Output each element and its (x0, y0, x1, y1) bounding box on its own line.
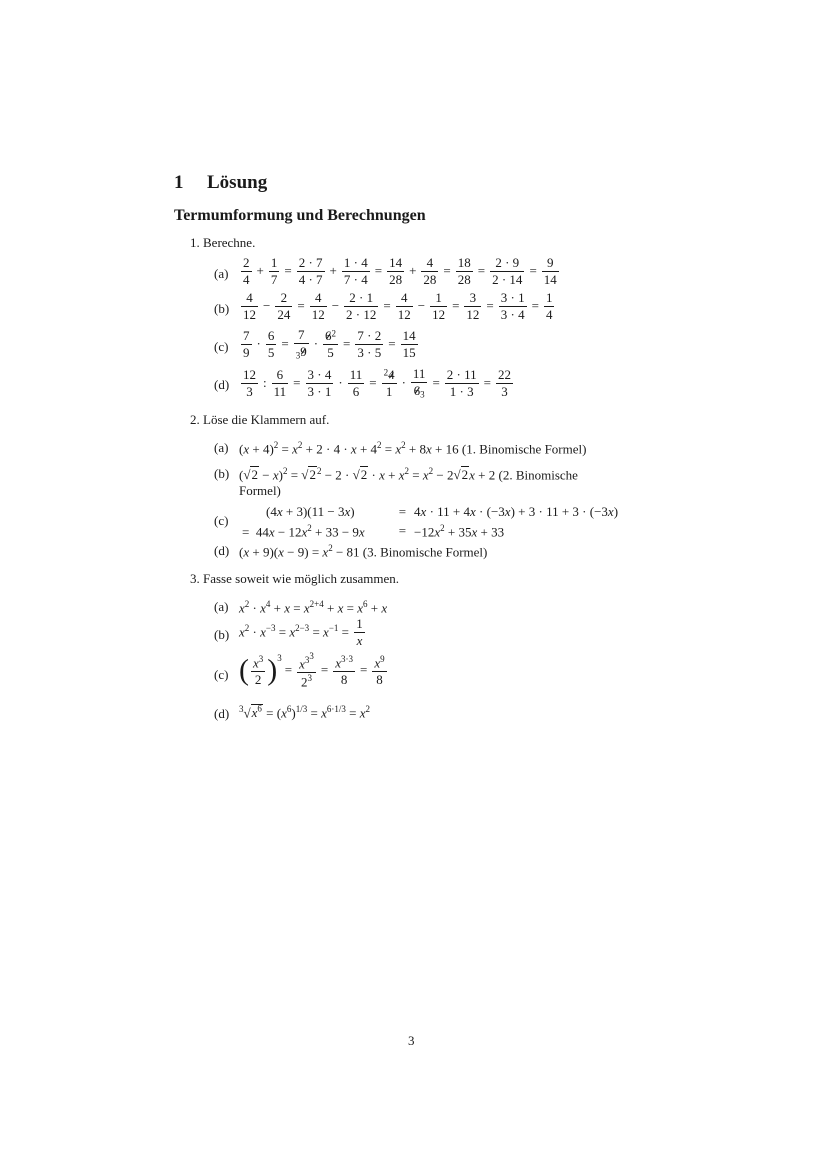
task-2a-note: (1. Binomische Formel) (461, 441, 587, 457)
task-1-text: Berechne. (203, 235, 256, 250)
task-2-text: Löse die Klammern auf. (203, 412, 330, 427)
task-1d-formula: $\frac{12}{3}$ : $\frac{6}{11}$ = $\frac{3 \cdot 4}{3 \cdot 1}$ · $\frac{11}{6}$ = $\frac{^24}{1}$ · $\frac{11}{6_3}$ = $\frac{2 \cdot 11}{1 \cdot 3}$ = $\frac{22}{3}$ (243, 366, 511, 400)
task-1b-formula: $\frac{4}{12}$ − $\frac{2}{24}$ = $\frac{4}{12}$ − $\frac{2 \cdot 1}{2 \cdot 12}$ = $\frac{4}{12}$ − $\frac{1}{12}$ = $\frac{3}{12}$ = $\frac{3 \cdot 1}{3 \cdot 4}$ = $\frac{1}{4}$ (243, 290, 553, 322)
task-3d-label: (d) (214, 706, 230, 721)
task-2a-label: (a) (214, 440, 229, 455)
task-1-number: 1. (190, 235, 200, 250)
task-2 (190, 412, 329, 428)
task-3c-formula: ( $\frac{x^3}{2}$ )$^3$= $\frac{x^{3^3}}{2^3}$ = $\frac{x^{3\cdot 3}}{8}$ = $\frac{x^9}{8}$ (239, 651, 385, 690)
task-3d-formula: $^3√x^6 = (x^6)^{1/3} = x^{6\cdot 1/3} = x^2$ (239, 704, 370, 721)
section-title: Lösung (207, 172, 268, 193)
task-2d-label: (d) (214, 543, 230, 558)
task-2c-formula: (4x + 3)(11 − 3x) = 4x · 11 + 4x · (−3x) + 3 · 11 + 3 · (−3x) = $44x - 12x^2 + 33 - 9x$ = $-12x^2 + 35x + 33$ (242, 504, 619, 540)
task-1a-label: (a) (214, 266, 229, 281)
task-1c-formula: $\frac{7}{9}$ · $\frac{6}{5}$ = $\frac{7}{_39}$ · $\frac{6^2}{5}$ = $\frac{7 \cdot 2}{3 \cdot 5}$ = $\frac{14}{15}$ (243, 327, 416, 361)
task-2-number: 2. (190, 412, 200, 427)
task-2b-label: (b) (214, 466, 230, 481)
task-3b-label: (b) (214, 627, 230, 642)
task-1a-formula: $\frac{2}{4}$ + $\frac{1}{7}$ = $\frac{2 \cdot 7}{4 \cdot 7}$ + $\frac{1 \cdot 4}{7 \cdot 4}$ = $\frac{14}{28}$ + $\frac{4}{28}$ = $\frac{18}{28}$ = $\frac{2 \cdot 9}{2 \cdot 14}$ = $\frac{9}{14}$ (243, 255, 557, 287)
task-3b-formula: $x^2 \cdot x^{-3} = x^{2-3} = x^{-1}$ = $\frac{1}{x}$ (239, 616, 363, 648)
task-2b-note-continued: Formel) (239, 483, 281, 498)
task-2b-note: (2. Binomische (498, 467, 578, 483)
section-heading (174, 172, 267, 194)
task-1b-label: (b) (214, 301, 230, 316)
task-3c-label: (c) (214, 667, 229, 682)
task-2a-formula: $(x + 4)^2 = x^2 + 2 \cdot 4 \cdot x + 4^2 = x^2 + 8x + 16$ (1. Binomische Formel) (239, 440, 587, 457)
task-2d-note: (3. Binomische Formel) (362, 544, 488, 560)
task-3a-formula: $x^2 \cdot x^4 + x = x^{2+4} + x = x^6 + x$ (239, 599, 388, 616)
subsection-heading: Termumformung und Berechnungen (174, 207, 426, 224)
task-2c-label: (c) (214, 513, 229, 528)
task-2b-formula: $(√2 - x)^2 = √2^2 - 2 \cdot √2 \cdot x + x^2 = x^2 - 2√2x + 2$ (2. Binomische (239, 466, 578, 483)
task-2d-formula: $(x + 9)(x - 9) = x^2 - 81$ (3. Binomische Formel) (239, 543, 488, 560)
task-3-number: 3. (190, 571, 200, 586)
task-1d-label: (d) (214, 377, 230, 392)
page-number: 3 (408, 1033, 415, 1048)
task-1c-label: (c) (214, 339, 229, 354)
section-number: 1 (174, 172, 184, 193)
task-3 (190, 571, 399, 587)
task-3a-label: (a) (214, 599, 229, 614)
task-3-text: Fasse soweit wie möglich zusammen. (203, 571, 400, 586)
task-1 (190, 235, 255, 251)
